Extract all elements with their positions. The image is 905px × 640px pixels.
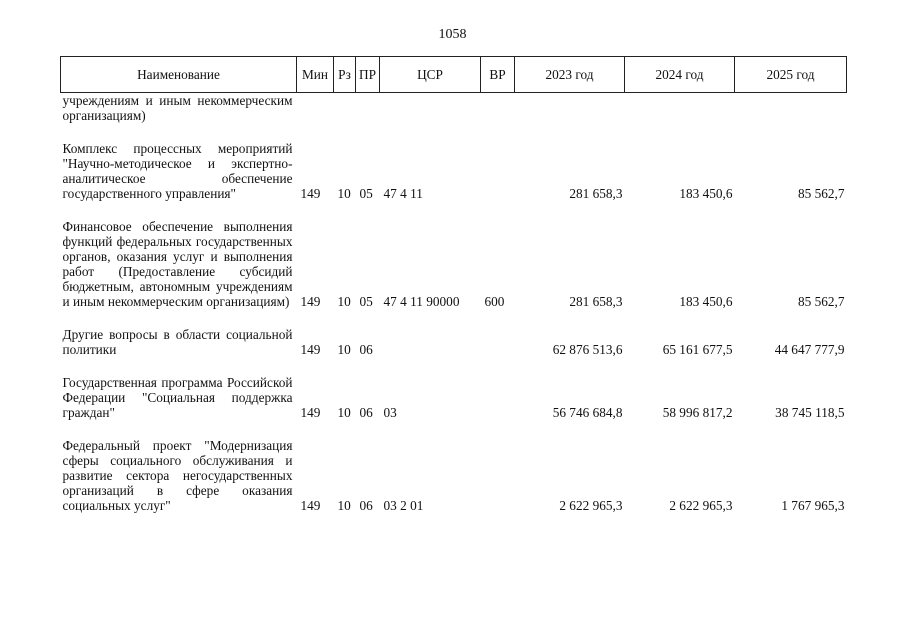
row-min: 149 xyxy=(300,498,321,513)
row-rz: 10 xyxy=(337,498,351,513)
row-2024: 183 450,6 xyxy=(679,186,733,201)
header-min: Мин xyxy=(297,57,334,93)
row-2023: 56 746 684,8 xyxy=(552,405,623,420)
row-vr xyxy=(481,438,515,513)
table-row xyxy=(61,327,847,375)
row-name: Другие вопросы в области социальной политики xyxy=(62,327,293,357)
header-rz: Рз xyxy=(334,57,356,93)
row-name: Государственная программа Российской Федерации "Социальная поддержка граждан" xyxy=(62,375,293,420)
row-rz: 10 xyxy=(337,342,351,357)
table-row xyxy=(61,438,847,513)
row-rz: 10 xyxy=(337,405,351,420)
row-2024 xyxy=(625,93,735,142)
row-rz: 10 xyxy=(337,186,351,201)
row-2025: 1 767 965,3 xyxy=(781,498,845,513)
row-pr: 06 xyxy=(359,405,373,420)
header-csr: ЦСР xyxy=(380,57,481,93)
row-name: Федеральный проект "Модернизация сферы социального обслуживания и развитие сектора негосударственных организаций в сфере оказания социальных услуг" xyxy=(62,438,293,513)
row-name: Финансовое обеспечение выполнения функций федеральных государственных органов, оказания услуг и выполнения работ (Предоставление субсидий бюджетным, автономным учреждениям и иным некоммерческим организациям) xyxy=(62,219,293,309)
row-vr: 600 xyxy=(484,294,505,309)
table-header xyxy=(61,57,847,93)
row-csr: 03 2 01 xyxy=(383,498,424,513)
row-min xyxy=(297,93,334,142)
table-body xyxy=(61,93,847,514)
row-pr xyxy=(356,93,380,142)
row-rz xyxy=(334,93,356,142)
row-csr: 47 4 11 90000 xyxy=(383,294,460,309)
header-2025: 2025 год xyxy=(735,57,847,93)
row-vr xyxy=(481,327,515,375)
row-2025: 85 562,7 xyxy=(797,294,845,309)
header-name: Наименование xyxy=(61,57,297,93)
row-2024: 2 622 965,3 xyxy=(669,498,733,513)
row-2023: 2 622 965,3 xyxy=(559,498,623,513)
header-2023: 2023 год xyxy=(515,57,625,93)
row-rz: 10 xyxy=(337,294,351,309)
row-vr xyxy=(481,141,515,219)
row-pr: 05 xyxy=(359,186,373,201)
row-vr xyxy=(481,93,515,142)
row-min: 149 xyxy=(300,405,321,420)
row-csr xyxy=(380,93,481,142)
table-row xyxy=(61,375,847,438)
row-2025: 38 745 118,5 xyxy=(775,405,845,420)
row-min: 149 xyxy=(300,294,321,309)
table-row xyxy=(61,219,847,327)
row-2023: 281 658,3 xyxy=(569,294,623,309)
row-2023 xyxy=(515,93,625,142)
header-vr: ВР xyxy=(481,57,515,93)
page-number: 1058 xyxy=(438,27,467,42)
row-2023: 281 658,3 xyxy=(569,186,623,201)
budget-table xyxy=(60,56,847,513)
row-2023: 62 876 513,6 xyxy=(552,342,623,357)
row-pr: 06 xyxy=(359,498,373,513)
row-min: 149 xyxy=(300,186,321,201)
header-pr: ПР xyxy=(356,57,380,93)
row-2024: 183 450,6 xyxy=(679,294,733,309)
row-pr: 05 xyxy=(359,294,373,309)
header-2024: 2024 год xyxy=(625,57,735,93)
row-min: 149 xyxy=(300,342,321,357)
row-2024: 58 996 817,2 xyxy=(662,405,733,420)
row-2024: 65 161 677,5 xyxy=(662,342,733,357)
table-row xyxy=(61,141,847,219)
row-pr: 06 xyxy=(359,342,373,357)
row-csr: 03 xyxy=(383,405,397,420)
row-name: учреждениям и иным некоммерческим организациям) xyxy=(62,93,293,123)
row-2025 xyxy=(735,93,847,142)
row-csr: 47 4 11 xyxy=(383,186,423,201)
row-name: Комплекс процессных мероприятий "Научно-методическое и экспертно-аналитическое обеспечение государственного управления" xyxy=(62,141,293,201)
row-csr xyxy=(380,327,481,375)
row-vr xyxy=(481,375,515,438)
table-row xyxy=(61,93,847,142)
row-2025: 44 647 777,9 xyxy=(774,342,845,357)
row-2025: 85 562,7 xyxy=(797,186,845,201)
